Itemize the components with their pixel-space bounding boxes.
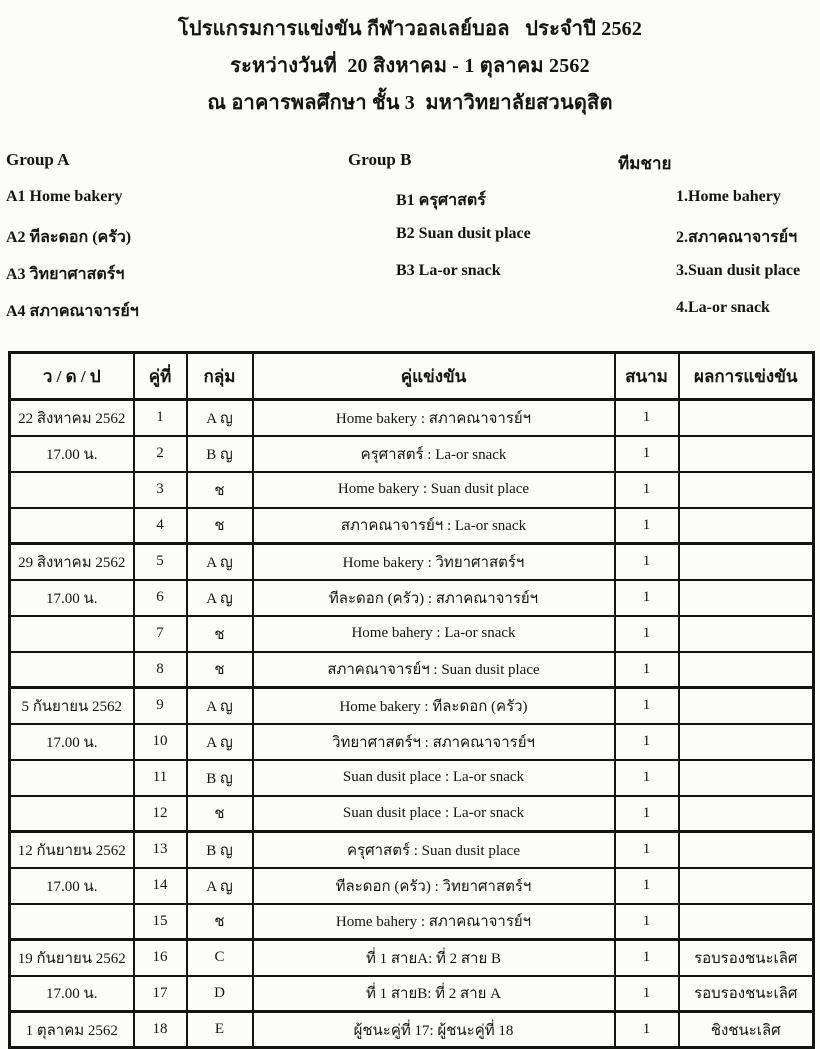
group-a-header: Group A [6, 150, 70, 169]
cell-date [10, 616, 134, 652]
cell-court: 1 [615, 616, 679, 652]
cell-court: 1 [615, 724, 679, 760]
cell-court: 1 [615, 652, 679, 688]
men-team-item: 1.Home bahery [676, 188, 781, 205]
cell-group: ช [187, 796, 253, 832]
cell-pair: 12 [134, 796, 187, 832]
table-row [10, 724, 814, 760]
cell-date: 22 สิงหาคม 2562 [10, 400, 134, 436]
title-line-1: โปรแกรมการแข่งขัน กีฬาวอลเลย์บอล ประจำปี 2562 [177, 18, 643, 40]
table-row [10, 796, 814, 832]
men-team-item: 2.สภาคณาจารย์ฯ [676, 229, 798, 246]
men-team-item: 3.Suan dusit place [676, 262, 801, 279]
table-row [10, 436, 814, 472]
cell-result: รอบรองชนะเลิศ [679, 976, 814, 1012]
cell-date [10, 652, 134, 688]
table-row [10, 616, 814, 652]
cell-result [679, 508, 814, 544]
cell-date: 17.00 น. [10, 436, 134, 472]
cell-date: 5 กันยายน 2562 [10, 688, 134, 724]
cell-match: Home bakery : วิทยาศาสตร์ฯ [253, 544, 615, 580]
table-row [10, 544, 814, 580]
cell-court: 1 [615, 544, 679, 580]
table-row [10, 580, 814, 616]
table-row [10, 868, 814, 904]
cell-match: สภาคณาจารย์ฯ : Suan dusit place [253, 652, 615, 688]
group-b-item: B1 ครุศาสตร์ [396, 192, 486, 209]
cell-match: ที่ 1 สายB: ที่ 2 สาย A [253, 976, 615, 1012]
men-team-header: ทีมชาย [618, 154, 672, 173]
cell-result [679, 400, 814, 436]
cell-group: B ญ [187, 760, 253, 796]
cell-result [679, 652, 814, 688]
cell-court: 1 [615, 760, 679, 796]
table-row [10, 760, 814, 796]
cell-match: ผู้ชนะคู่ที่ 17: ผู้ชนะคู่ที่ 18 [253, 1012, 615, 1048]
cell-result: รอบรองชนะเลิศ [679, 940, 814, 976]
cell-date: 17.00 น. [10, 868, 134, 904]
cell-pair: 10 [134, 724, 187, 760]
cell-pair: 4 [134, 508, 187, 544]
cell-result [679, 436, 814, 472]
cell-pair: 15 [134, 904, 187, 940]
cell-pair: 13 [134, 832, 187, 868]
cell-pair: 14 [134, 868, 187, 904]
cell-date: 17.00 น. [10, 976, 134, 1012]
cell-match: Suan dusit place : La-or snack [253, 760, 615, 796]
cell-date: 19 กันยายน 2562 [10, 940, 134, 976]
cell-court: 1 [615, 508, 679, 544]
cell-match: Home bakery : สภาคณาจารย์ฯ [253, 400, 615, 436]
cell-pair: 3 [134, 472, 187, 508]
cell-pair: 5 [134, 544, 187, 580]
cell-result [679, 796, 814, 832]
group-a-item: A2 ทีละดอก (ครัว) [6, 229, 132, 246]
cell-match: สภาคณาจารย์ฯ : La-or snack [253, 508, 615, 544]
cell-pair: 8 [134, 652, 187, 688]
cell-date: 17.00 น. [10, 724, 134, 760]
table-row [10, 400, 814, 436]
cell-pair: 2 [134, 436, 187, 472]
cell-court: 1 [615, 1012, 679, 1048]
cell-match: ครุศาสตร์ : La-or snack [253, 436, 615, 472]
cell-pair: 9 [134, 688, 187, 724]
cell-court: 1 [615, 940, 679, 976]
cell-pair: 7 [134, 616, 187, 652]
table-row [10, 976, 814, 1012]
men-team-item: 4.La-or snack [676, 299, 770, 316]
cell-court: 1 [615, 472, 679, 508]
group-b-header: Group B [348, 150, 412, 169]
cell-result [679, 472, 814, 508]
cell-result [679, 616, 814, 652]
cell-result [679, 832, 814, 868]
cell-match: วิทยาศาสตร์ฯ : สภาคณาจารย์ฯ [253, 724, 615, 760]
cell-match: ทีละดอก (ครัว) : วิทยาศาสตร์ฯ [253, 868, 615, 904]
cell-date [10, 904, 134, 940]
cell-group: A ญ [187, 400, 253, 436]
cell-group: E [187, 1012, 253, 1048]
cell-group: ช [187, 508, 253, 544]
cell-result [679, 760, 814, 796]
cell-court: 1 [615, 436, 679, 472]
cell-date [10, 508, 134, 544]
header-court: สนาม [615, 353, 679, 400]
table-row [10, 940, 814, 976]
group-b-block [348, 150, 531, 299]
cell-date: 1 ตุลาคม 2562 [10, 1012, 134, 1048]
men-team-block [618, 150, 800, 336]
header-result: ผลการแข่งขัน [679, 353, 814, 400]
title-line-2: ระหว่างวันที่ 20 สิงหาคม - 1 ตุลาคม 2562 [230, 55, 590, 77]
cell-group: ช [187, 652, 253, 688]
table-row [10, 688, 814, 724]
cell-match: ที่ 1 สายA: ที่ 2 สาย B [253, 940, 615, 976]
group-b-item: B3 La-or snack [396, 262, 501, 279]
cell-result: ชิงชนะเลิศ [679, 1012, 814, 1048]
cell-group: A ญ [187, 688, 253, 724]
table-row [10, 508, 814, 544]
table-row [10, 1012, 814, 1048]
table-row [10, 472, 814, 508]
cell-pair: 6 [134, 580, 187, 616]
cell-pair: 16 [134, 940, 187, 976]
cell-match: ทีละดอก (ครัว) : สภาคณาจารย์ฯ [253, 580, 615, 616]
cell-pair: 11 [134, 760, 187, 796]
cell-result [679, 904, 814, 940]
group-a-item: A1 Home bakery [6, 188, 123, 205]
cell-group: ช [187, 616, 253, 652]
cell-date [10, 796, 134, 832]
cell-group: ช [187, 472, 253, 508]
cell-group: A ญ [187, 724, 253, 760]
title-line-3: ณ อาคารพลศึกษา ชั้น 3 มหาวิทยาลัยสวนดุสิต [207, 92, 613, 114]
table-row [10, 904, 814, 940]
cell-result [679, 688, 814, 724]
cell-result [679, 868, 814, 904]
table-header-row [10, 353, 814, 400]
cell-match: Home bakery : Suan dusit place [253, 472, 615, 508]
cell-match: Home bakery : ทีละดอก (ครัว) [253, 688, 615, 724]
cell-result [679, 724, 814, 760]
cell-group: A ญ [187, 544, 253, 580]
group-a-block [6, 150, 139, 336]
cell-court: 1 [615, 832, 679, 868]
header-match: คู่แข่งขัน [253, 353, 615, 400]
header-pair: คู่ที่ [134, 353, 187, 400]
cell-match: Home bahery : La-or snack [253, 616, 615, 652]
cell-court: 1 [615, 688, 679, 724]
cell-group: B ญ [187, 436, 253, 472]
header-date: ว / ด / ป [10, 353, 134, 400]
cell-court: 1 [615, 976, 679, 1012]
cell-group: D [187, 976, 253, 1012]
header-group: กลุ่ม [187, 353, 253, 400]
cell-court: 1 [615, 580, 679, 616]
schedule-table [8, 351, 815, 1049]
cell-court: 1 [615, 796, 679, 832]
schedule-table-body [10, 400, 814, 1048]
cell-pair: 17 [134, 976, 187, 1012]
cell-date: 29 สิงหาคม 2562 [10, 544, 134, 580]
cell-group: B ญ [187, 832, 253, 868]
group-a-item: A3 วิทยาศาสตร์ฯ [6, 266, 125, 283]
cell-match: Suan dusit place : La-or snack [253, 796, 615, 832]
cell-court: 1 [615, 400, 679, 436]
cell-court: 1 [615, 868, 679, 904]
cell-group: A ญ [187, 580, 253, 616]
cell-match: ครุศาสตร์ : Suan dusit place [253, 832, 615, 868]
cell-match: Home bahery : สภาคณาจารย์ฯ [253, 904, 615, 940]
cell-group: C [187, 940, 253, 976]
cell-result [679, 544, 814, 580]
group-b-item: B2 Suan dusit place [396, 225, 531, 242]
table-row [10, 652, 814, 688]
cell-date [10, 472, 134, 508]
cell-group: ช [187, 904, 253, 940]
cell-pair: 18 [134, 1012, 187, 1048]
cell-date: 17.00 น. [10, 580, 134, 616]
table-row [10, 832, 814, 868]
cell-group: A ญ [187, 868, 253, 904]
cell-result [679, 580, 814, 616]
cell-court: 1 [615, 904, 679, 940]
cell-date [10, 760, 134, 796]
group-a-item: A4 สภาคณาจารย์ฯ [6, 303, 139, 320]
cell-pair: 1 [134, 400, 187, 436]
cell-date: 12 กันยายน 2562 [10, 832, 134, 868]
document-title [0, 11, 820, 122]
